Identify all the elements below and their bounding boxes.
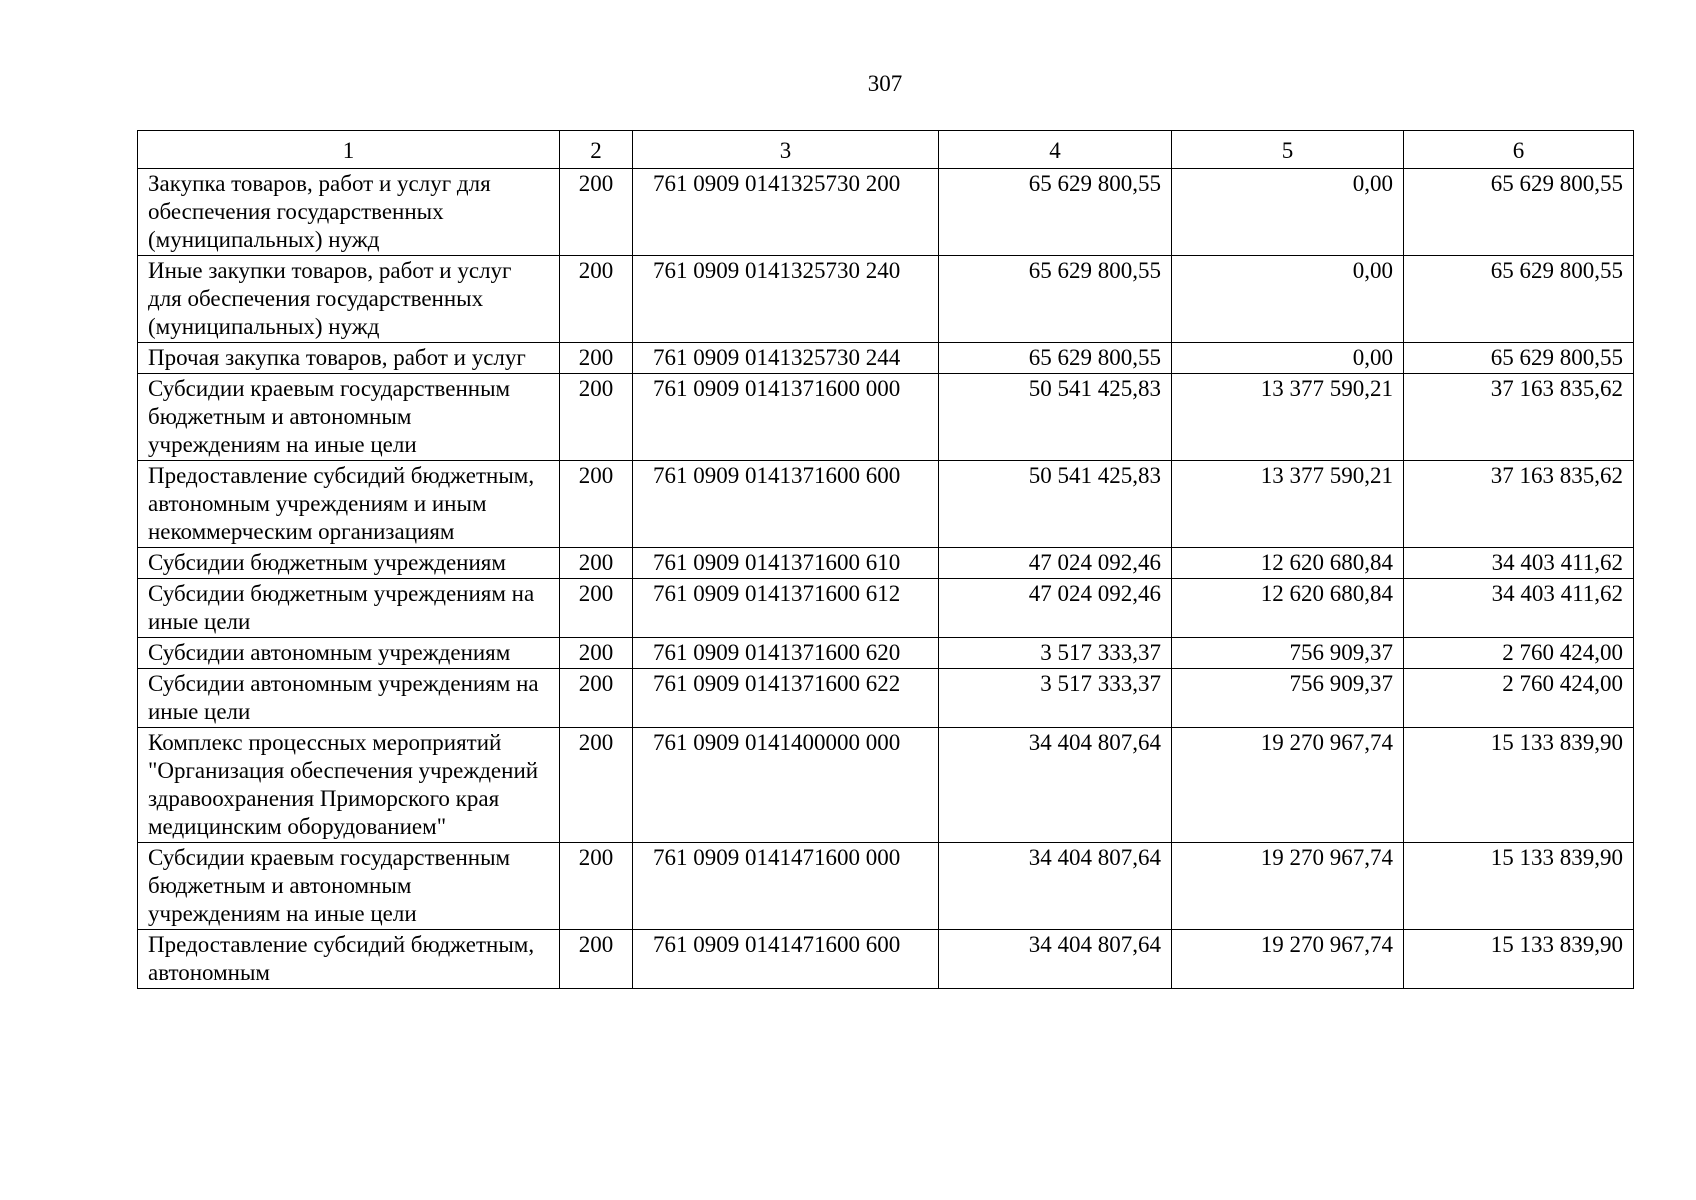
row-code-cell: 761 0909 0141371600 612 [633,579,939,638]
row-code-cell: 761 0909 0141471600 000 [633,843,939,930]
row-col5-cell: 19 270 967,74 [1172,728,1404,843]
table-row [138,579,1634,638]
row-name-cell: Субсидии автономным учреждениям [138,638,560,669]
column-header-1: 1 [138,131,560,169]
table-row [138,548,1634,579]
row-name-cell: Предоставление субсидий бюджетным, автономным учреждениям и иным некоммерческим организациям [138,461,560,548]
row-code-cell: 761 0909 0141400000 000 [633,728,939,843]
column-header-4: 4 [939,131,1172,169]
row-col6-cell: 15 133 839,90 [1404,930,1634,989]
row-col5-cell: 0,00 [1172,343,1404,374]
page-number: 307 [867,71,903,96]
table-row [138,930,1634,989]
row-name-cell: Комплекс процессных мероприятий "Организация обеспечения учреждений здравоохранения Приморского края медицинским оборудованием" [138,728,560,843]
row-col6-cell: 37 163 835,62 [1404,374,1634,461]
table-row [138,256,1634,343]
table-row [138,343,1634,374]
row-code-cell: 761 0909 0141371600 622 [633,669,939,728]
row-col2-cell: 200 [560,169,633,256]
row-name-cell: Предоставление субсидий бюджетным, автономным [138,930,560,989]
row-col5-cell: 13 377 590,21 [1172,461,1404,548]
row-code-cell: 761 0909 0141325730 200 [633,169,939,256]
row-name-cell: Субсидии бюджетным учреждениям на иные цели [138,579,560,638]
table-header-row [138,131,1634,169]
row-col4-cell: 3 517 333,37 [939,669,1172,728]
row-name-cell: Субсидии краевым государственным бюджетным и автономным учреждениям на иные цели [138,843,560,930]
row-code-cell: 761 0909 0141325730 244 [633,343,939,374]
row-col5-cell: 0,00 [1172,169,1404,256]
column-header-6: 6 [1404,131,1634,169]
budget-table [137,130,1634,989]
row-col6-cell: 15 133 839,90 [1404,728,1634,843]
row-col2-cell: 200 [560,548,633,579]
row-col6-cell: 37 163 835,62 [1404,461,1634,548]
row-col2-cell: 200 [560,669,633,728]
row-col4-cell: 50 541 425,83 [939,374,1172,461]
table-row [138,461,1634,548]
row-col2-cell: 200 [560,579,633,638]
row-col6-cell: 65 629 800,55 [1404,343,1634,374]
row-col6-cell: 34 403 411,62 [1404,579,1634,638]
column-header-2: 2 [560,131,633,169]
row-col4-cell: 50 541 425,83 [939,461,1172,548]
row-col4-cell: 34 404 807,64 [939,728,1172,843]
row-col6-cell: 65 629 800,55 [1404,256,1634,343]
table-row [138,669,1634,728]
row-name-cell: Субсидии краевым государственным бюджетным и автономным учреждениям на иные цели [138,374,560,461]
row-col6-cell: 2 760 424,00 [1404,638,1634,669]
row-col4-cell: 47 024 092,46 [939,579,1172,638]
table-row [138,638,1634,669]
row-col2-cell: 200 [560,638,633,669]
row-col6-cell: 15 133 839,90 [1404,843,1634,930]
table-row [138,843,1634,930]
row-col5-cell: 12 620 680,84 [1172,579,1404,638]
row-col2-cell: 200 [560,256,633,343]
row-col5-cell: 756 909,37 [1172,638,1404,669]
row-name-cell: Иные закупки товаров, работ и услуг для обеспечения государственных (муниципальных) нужд [138,256,560,343]
row-col4-cell: 3 517 333,37 [939,638,1172,669]
row-col6-cell: 65 629 800,55 [1404,169,1634,256]
row-col4-cell: 34 404 807,64 [939,843,1172,930]
table-row [138,169,1634,256]
row-col2-cell: 200 [560,374,633,461]
row-col5-cell: 19 270 967,74 [1172,843,1404,930]
row-name-cell: Прочая закупка товаров, работ и услуг [138,343,560,374]
row-col4-cell: 65 629 800,55 [939,169,1172,256]
row-col5-cell: 0,00 [1172,256,1404,343]
row-col2-cell: 200 [560,343,633,374]
row-code-cell: 761 0909 0141471600 600 [633,930,939,989]
row-code-cell: 761 0909 0141371600 000 [633,374,939,461]
row-col2-cell: 200 [560,930,633,989]
row-col4-cell: 65 629 800,55 [939,256,1172,343]
row-col4-cell: 65 629 800,55 [939,343,1172,374]
row-col5-cell: 12 620 680,84 [1172,548,1404,579]
row-col6-cell: 34 403 411,62 [1404,548,1634,579]
row-code-cell: 761 0909 0141371600 610 [633,548,939,579]
row-name-cell: Закупка товаров, работ и услуг для обеспечения государственных (муниципальных) нужд [138,169,560,256]
row-name-cell: Субсидии бюджетным учреждениям [138,548,560,579]
row-code-cell: 761 0909 0141371600 600 [633,461,939,548]
row-col6-cell: 2 760 424,00 [1404,669,1634,728]
row-col4-cell: 47 024 092,46 [939,548,1172,579]
row-col2-cell: 200 [560,843,633,930]
row-col5-cell: 756 909,37 [1172,669,1404,728]
row-col5-cell: 19 270 967,74 [1172,930,1404,989]
table-row [138,728,1634,843]
row-col2-cell: 200 [560,461,633,548]
row-col4-cell: 34 404 807,64 [939,930,1172,989]
column-header-3: 3 [633,131,939,169]
row-col2-cell: 200 [560,728,633,843]
row-col5-cell: 13 377 590,21 [1172,374,1404,461]
row-code-cell: 761 0909 0141371600 620 [633,638,939,669]
column-header-5: 5 [1172,131,1404,169]
row-code-cell: 761 0909 0141325730 240 [633,256,939,343]
row-name-cell: Субсидии автономным учреждениям на иные цели [138,669,560,728]
table-row [138,374,1634,461]
